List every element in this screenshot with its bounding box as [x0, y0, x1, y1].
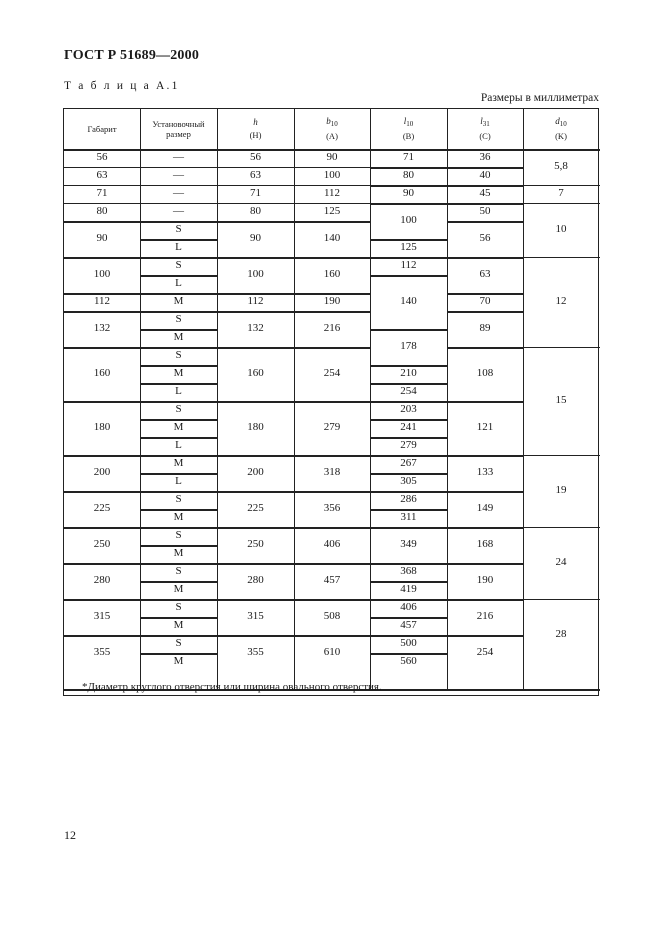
size-cell: 100: [93, 268, 111, 281]
col-header-l10-latin: (B): [402, 130, 415, 141]
grid-line: [370, 473, 447, 475]
grid-line: [140, 383, 217, 385]
l10-cell: 560: [400, 655, 417, 668]
mount-cell: S: [175, 565, 182, 578]
col-header-l31: [447, 109, 523, 149]
grid-line: [523, 185, 600, 186]
col-header-b10-symbol: b: [326, 116, 331, 127]
b10-cell: 90: [326, 151, 338, 164]
d10-cell: 15: [555, 394, 567, 407]
size-cell: 355: [93, 646, 111, 659]
col-header-l31-latin: (C): [479, 130, 491, 141]
grid-line: [64, 293, 370, 295]
col-header-l31-subscript: 31: [482, 120, 490, 129]
b10-cell: 100: [323, 169, 341, 182]
mount-cell: M: [173, 583, 184, 596]
mount-cell: S: [175, 601, 182, 614]
grid-line: [140, 581, 217, 583]
page-number: 12: [64, 828, 76, 842]
b10-cell: 406: [323, 538, 341, 551]
grid-line: [64, 635, 370, 637]
grid-line: [447, 185, 523, 187]
grid-line: [523, 347, 600, 348]
l31-cell: 133: [476, 466, 494, 479]
col-header-b10-subscript: 10: [330, 120, 338, 129]
grid-line: [447, 347, 523, 349]
grid-line: [64, 221, 370, 223]
b10-cell: 160: [323, 268, 341, 281]
l10-cell: 90: [403, 187, 414, 200]
b10-cell: 356: [323, 502, 341, 515]
l10-cell: 112: [400, 259, 417, 272]
grid-line: [370, 437, 447, 439]
mount-cell: M: [173, 547, 184, 560]
grid-line: [370, 617, 447, 619]
h-cell: 56: [250, 151, 261, 164]
mount-cell: —: [173, 169, 184, 182]
h-cell: 250: [247, 538, 264, 551]
grid-line: [140, 473, 217, 475]
d10-cell: 24: [555, 556, 567, 569]
l10-cell: 267: [400, 457, 417, 470]
grid-line: [370, 419, 447, 421]
grid-line: [370, 365, 447, 367]
mount-cell: —: [173, 205, 184, 218]
grid-line: [523, 257, 600, 258]
l10-cell: 125: [400, 241, 417, 254]
col-header-d10-symbol: d: [555, 116, 560, 127]
l31-cell: 63: [479, 268, 491, 281]
h-cell: 355: [247, 646, 264, 659]
grid-line: [64, 347, 370, 349]
l31-cell: 89: [479, 322, 491, 335]
grid-line: [140, 419, 217, 421]
mount-cell: —: [173, 151, 184, 164]
table-caption: Т а б л и ц а А.1: [64, 80, 180, 92]
mount-cell: M: [173, 457, 184, 470]
grid-line: [447, 203, 523, 205]
size-cell: 180: [93, 421, 111, 434]
size-cell: 112: [93, 295, 111, 308]
grid-line: [140, 275, 217, 277]
grid-line: [370, 239, 447, 241]
grid-line: [370, 329, 447, 331]
b10-cell: 112: [323, 187, 341, 200]
col-header-l10: [370, 109, 447, 149]
l10-cell: 254: [400, 385, 417, 398]
grid-line: [447, 527, 523, 529]
grid-line: [370, 599, 447, 601]
mount-cell: M: [173, 367, 184, 380]
h-cell: 80: [250, 205, 261, 218]
grid-line: [140, 545, 217, 547]
units-note: Размеры в миллиметрах: [480, 92, 599, 104]
mount-cell: L: [175, 385, 182, 398]
l10-cell: 368: [400, 565, 417, 578]
l31-cell: 36: [479, 151, 491, 164]
l10-cell: 80: [403, 169, 414, 182]
grid-line: [447, 599, 523, 601]
grid-line: [370, 185, 447, 187]
l10-cell: 305: [400, 475, 417, 488]
grid-line: [370, 509, 447, 511]
l10-cell: 419: [400, 583, 417, 596]
mount-cell: L: [175, 241, 182, 254]
grid-line: [64, 563, 370, 565]
grid-line: [64, 257, 370, 259]
grid-line: [64, 167, 370, 168]
grid-line: [64, 203, 370, 204]
d10-cell: 19: [555, 484, 567, 497]
grid-line: [370, 203, 447, 205]
size-cell: 315: [93, 610, 111, 623]
l10-cell: 500: [400, 637, 417, 650]
grid-line: [370, 563, 447, 565]
grid-line: [370, 167, 447, 169]
l10-cell: 178: [400, 340, 417, 353]
size-cell: 200: [93, 466, 111, 479]
grid-line: [64, 599, 370, 601]
d10-cell: 5,8: [554, 160, 568, 173]
l31-cell: 45: [479, 187, 491, 200]
h-cell: 71: [250, 187, 261, 200]
l31-cell: 168: [476, 538, 494, 551]
d10-cell: 10: [555, 223, 567, 236]
h-cell: 180: [247, 421, 264, 434]
col-header-mount: [140, 109, 217, 149]
grid-line: [370, 275, 447, 277]
h-cell: 200: [247, 466, 264, 479]
mount-cell: M: [173, 295, 184, 308]
col-header-size-label: Габарит: [87, 123, 117, 134]
l10-cell: 71: [403, 151, 414, 164]
col-header-l10-subscript: 10: [406, 120, 414, 129]
grid-line: [447, 293, 523, 295]
l10-cell: 203: [400, 403, 417, 416]
col-header-h-symbol: h: [253, 117, 258, 128]
size-cell: 63: [96, 169, 108, 182]
l10-cell: 100: [400, 214, 417, 227]
grid-line: [370, 581, 447, 583]
mount-cell: M: [173, 331, 184, 344]
grid-line: [370, 455, 447, 457]
h-cell: 112: [247, 295, 264, 308]
l10-cell: 140: [400, 295, 417, 308]
b10-cell: 279: [323, 421, 341, 434]
mount-cell: S: [175, 493, 182, 506]
grid-line: [140, 437, 217, 439]
grid-line: [447, 563, 523, 565]
l31-cell: 121: [476, 421, 494, 434]
grid-line: [64, 185, 370, 186]
l10-cell: 279: [400, 439, 417, 452]
col-header-h-latin: (H): [249, 129, 262, 140]
mount-cell: S: [175, 223, 182, 236]
h-cell: 160: [247, 367, 264, 380]
size-cell: 71: [96, 187, 108, 200]
l31-cell: 216: [476, 610, 494, 623]
grid-line: [523, 527, 600, 528]
grid-line: [140, 329, 217, 331]
grid-line: [447, 257, 523, 259]
h-cell: 90: [250, 232, 261, 245]
table-footnote: *Диаметр круглого отверстия или ширина овального отверстия.: [82, 681, 382, 693]
h-cell: 63: [250, 169, 261, 182]
h-cell: 225: [247, 502, 264, 515]
grid-line: [140, 365, 217, 367]
mount-cell: M: [173, 619, 184, 632]
grid-line: [447, 635, 523, 637]
dimensions-table: [63, 108, 599, 696]
grid-line: [64, 527, 370, 529]
size-cell: 160: [93, 367, 111, 380]
grid-line: [140, 617, 217, 619]
b10-cell: 318: [323, 466, 341, 479]
l10-cell: 210: [400, 367, 417, 380]
l10-cell: 406: [400, 601, 417, 614]
l31-cell: 149: [476, 502, 494, 515]
mount-cell: L: [175, 439, 182, 452]
grid-line: [447, 491, 523, 493]
mount-cell: S: [175, 349, 182, 362]
grid-line: [370, 491, 447, 493]
h-cell: 315: [247, 610, 264, 623]
h-cell: 280: [247, 574, 264, 587]
size-cell: 225: [93, 502, 111, 515]
size-cell: 280: [93, 574, 111, 587]
col-header-b10: [294, 109, 370, 149]
d10-cell: 12: [555, 295, 567, 308]
grid-line: [447, 167, 523, 169]
mount-cell: S: [175, 313, 182, 326]
mount-cell: S: [175, 259, 182, 272]
l10-cell: 457: [400, 619, 417, 632]
size-cell: 56: [96, 151, 108, 164]
b10-cell: 508: [323, 610, 341, 623]
b10-cell: 216: [323, 322, 341, 335]
grid-line: [64, 311, 370, 313]
col-header-d10: [523, 109, 599, 149]
mount-cell: S: [175, 403, 182, 416]
b10-cell: 457: [323, 574, 341, 587]
size-cell: 132: [93, 322, 111, 335]
l10-cell: 349: [400, 538, 417, 551]
b10-cell: 125: [323, 205, 341, 218]
mount-cell: S: [175, 637, 182, 650]
d10-cell: 7: [558, 187, 564, 200]
size-cell: 250: [93, 538, 111, 551]
grid-line: [140, 653, 217, 655]
grid-line: [523, 203, 600, 204]
mount-cell: —: [173, 187, 184, 200]
grid-line: [370, 383, 447, 385]
l31-cell: 108: [476, 367, 494, 380]
col-header-size: [64, 109, 140, 149]
col-header-b10-latin: (A): [326, 130, 338, 141]
mount-cell: L: [175, 277, 182, 290]
l10-cell: 286: [400, 493, 417, 506]
col-header-d10-latin: (K): [555, 130, 567, 141]
mount-cell: M: [173, 511, 184, 524]
col-header-d10-subscript: 10: [559, 120, 567, 129]
col-header-h: [217, 109, 294, 149]
document-title: ГОСТ Р 51689—2000: [64, 48, 200, 63]
l31-cell: 190: [476, 574, 494, 587]
col-header-mount-label: Установочный размер: [152, 118, 205, 139]
h-cell: 100: [247, 268, 264, 281]
l31-cell: 40: [479, 169, 491, 182]
grid-line: [370, 527, 447, 529]
grid-line: [447, 221, 523, 223]
grid-line: [523, 455, 600, 456]
mount-cell: S: [175, 529, 182, 542]
d10-cell: 28: [555, 628, 567, 641]
grid-line: [370, 635, 447, 637]
mount-cell: M: [173, 655, 184, 668]
b10-cell: 610: [323, 646, 341, 659]
l31-cell: 56: [479, 232, 491, 245]
grid-line: [370, 401, 447, 403]
h-cell: 132: [247, 322, 264, 335]
size-cell: 90: [96, 232, 108, 245]
col-header-l10-symbol: l: [403, 116, 407, 127]
grid-line: [64, 401, 370, 403]
l10-cell: 311: [400, 511, 417, 524]
b10-cell: 254: [323, 367, 341, 380]
size-cell: 80: [96, 205, 108, 218]
grid-line: [447, 455, 523, 457]
l31-cell: 70: [479, 295, 491, 308]
grid-line: [370, 257, 447, 259]
l31-cell: 254: [476, 646, 494, 659]
grid-line: [447, 311, 523, 313]
grid-line: [140, 509, 217, 511]
grid-line: [447, 401, 523, 403]
b10-cell: 190: [323, 295, 341, 308]
l10-cell: 241: [400, 421, 417, 434]
b10-cell: 140: [323, 232, 341, 245]
grid-line: [64, 491, 370, 493]
mount-cell: L: [175, 475, 182, 488]
col-header-l31-symbol: l: [480, 116, 483, 127]
grid-line: [370, 653, 447, 655]
mount-cell: M: [173, 421, 184, 434]
grid-line: [64, 455, 370, 457]
l31-cell: 50: [479, 205, 491, 218]
grid-line: [523, 599, 600, 600]
grid-line: [140, 239, 217, 241]
